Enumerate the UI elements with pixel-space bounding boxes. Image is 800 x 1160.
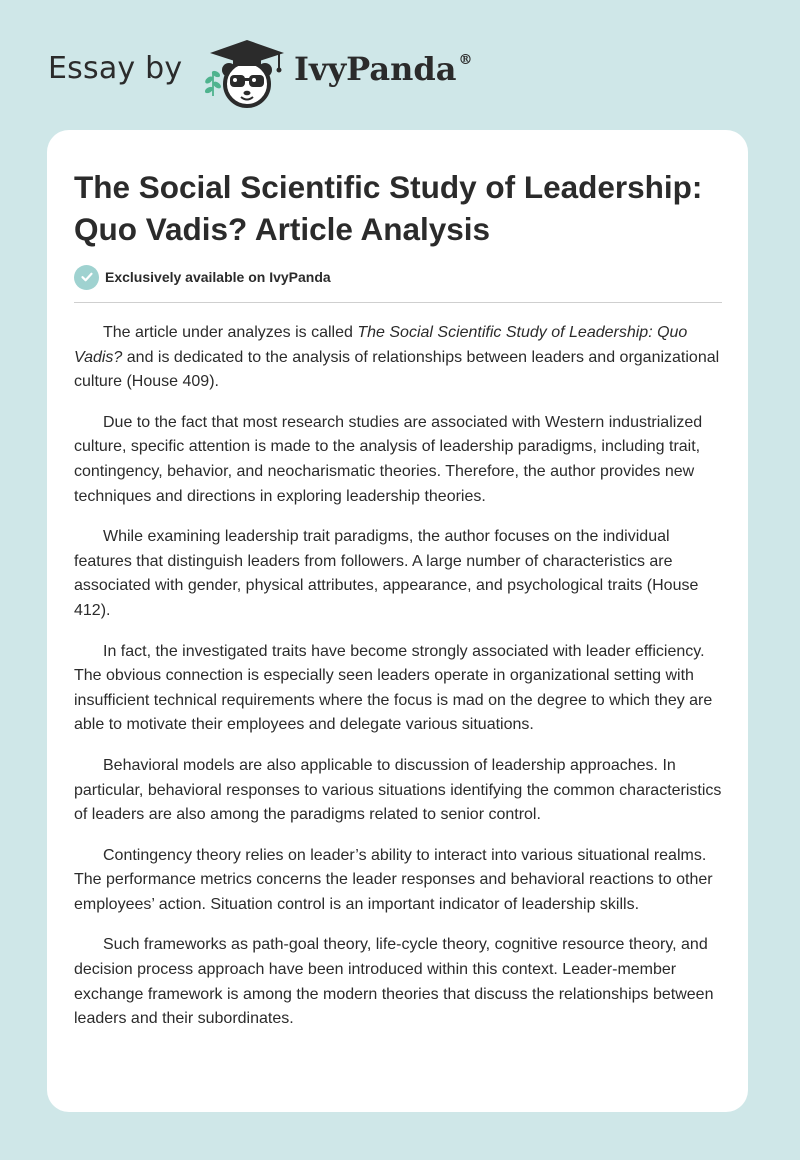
brand-name[interactable] bbox=[294, 50, 472, 88]
registered-mark: ® bbox=[458, 52, 473, 68]
article-card bbox=[47, 130, 748, 1112]
site-header bbox=[48, 34, 648, 114]
article-body bbox=[74, 321, 724, 1048]
brand-name-text: IvyPanda bbox=[294, 50, 457, 88]
divider bbox=[74, 302, 722, 303]
checkmark-icon bbox=[74, 265, 99, 290]
article-source-title: The Social Scientific Study of Leadership: Quo Vadis? bbox=[74, 324, 688, 366]
article-title: The Social Scientific Study of Leadership: Quo Vadis? Article Analysis bbox=[74, 169, 703, 247]
brand-prefix: Essay by bbox=[48, 51, 183, 86]
panda-graduate-icon[interactable] bbox=[200, 34, 290, 114]
exclusive-banner bbox=[74, 264, 331, 290]
paragraph-5: Behavioral models are also applicable to discussion of leadership approaches. In particular, behavioral responses to various situations identifying the common characteristics of leaders are also among the paradigms related to senior control. bbox=[74, 756, 722, 824]
paragraph-7: Such frameworks as path-goal theory, life-cycle theory, cognitive resource theory, and decision process approach have been introduced within this context. Leader-member exchange framework is among the modern theories that discuss the relationships between leaders and their subordinates. bbox=[74, 936, 714, 1028]
paragraph-6: Contingency theory relies on leader’s ability to interact into various situational realms. The performance metrics concerns the leader responses and behavioral reactions to other employees’ action. Situation control is an important indicator of leadership skills. bbox=[74, 846, 713, 913]
paragraph-1-post: and is dedicated to the analysis of relationships between leaders and organizational culture (House 409). bbox=[74, 348, 720, 391]
paragraph-4: In fact, the investigated traits have become strongly associated with leader efficiency. The obvious connection is especially seen leaders operate in organizational setting with insufficient technical requirements where the focus is mad on the degree to which they are able to motivate their employees and delegate various situations. bbox=[74, 642, 713, 734]
paragraph-2: Due to the fact that most research studies are associated with Western industrialized culture, specific attention is made to the analysis of leadership paradigms, including trait, contingency, behavior, and neocharismatic theories. Therefore, the author provides new techniques and directions in exploring leadership theories. bbox=[74, 413, 703, 505]
paragraph-1-pre: The article under analyzes is called bbox=[103, 324, 358, 341]
paragraph-3: While examining leadership trait paradigms, the author focuses on the individual features that distinguish leaders from followers. A large number of characteristics are associated with gender, physical attributes, appearance, and psychological traits (House 412). bbox=[74, 528, 699, 619]
paragraph-1 bbox=[74, 321, 724, 395]
exclusive-label: Exclusively available on IvyPanda bbox=[105, 269, 331, 285]
